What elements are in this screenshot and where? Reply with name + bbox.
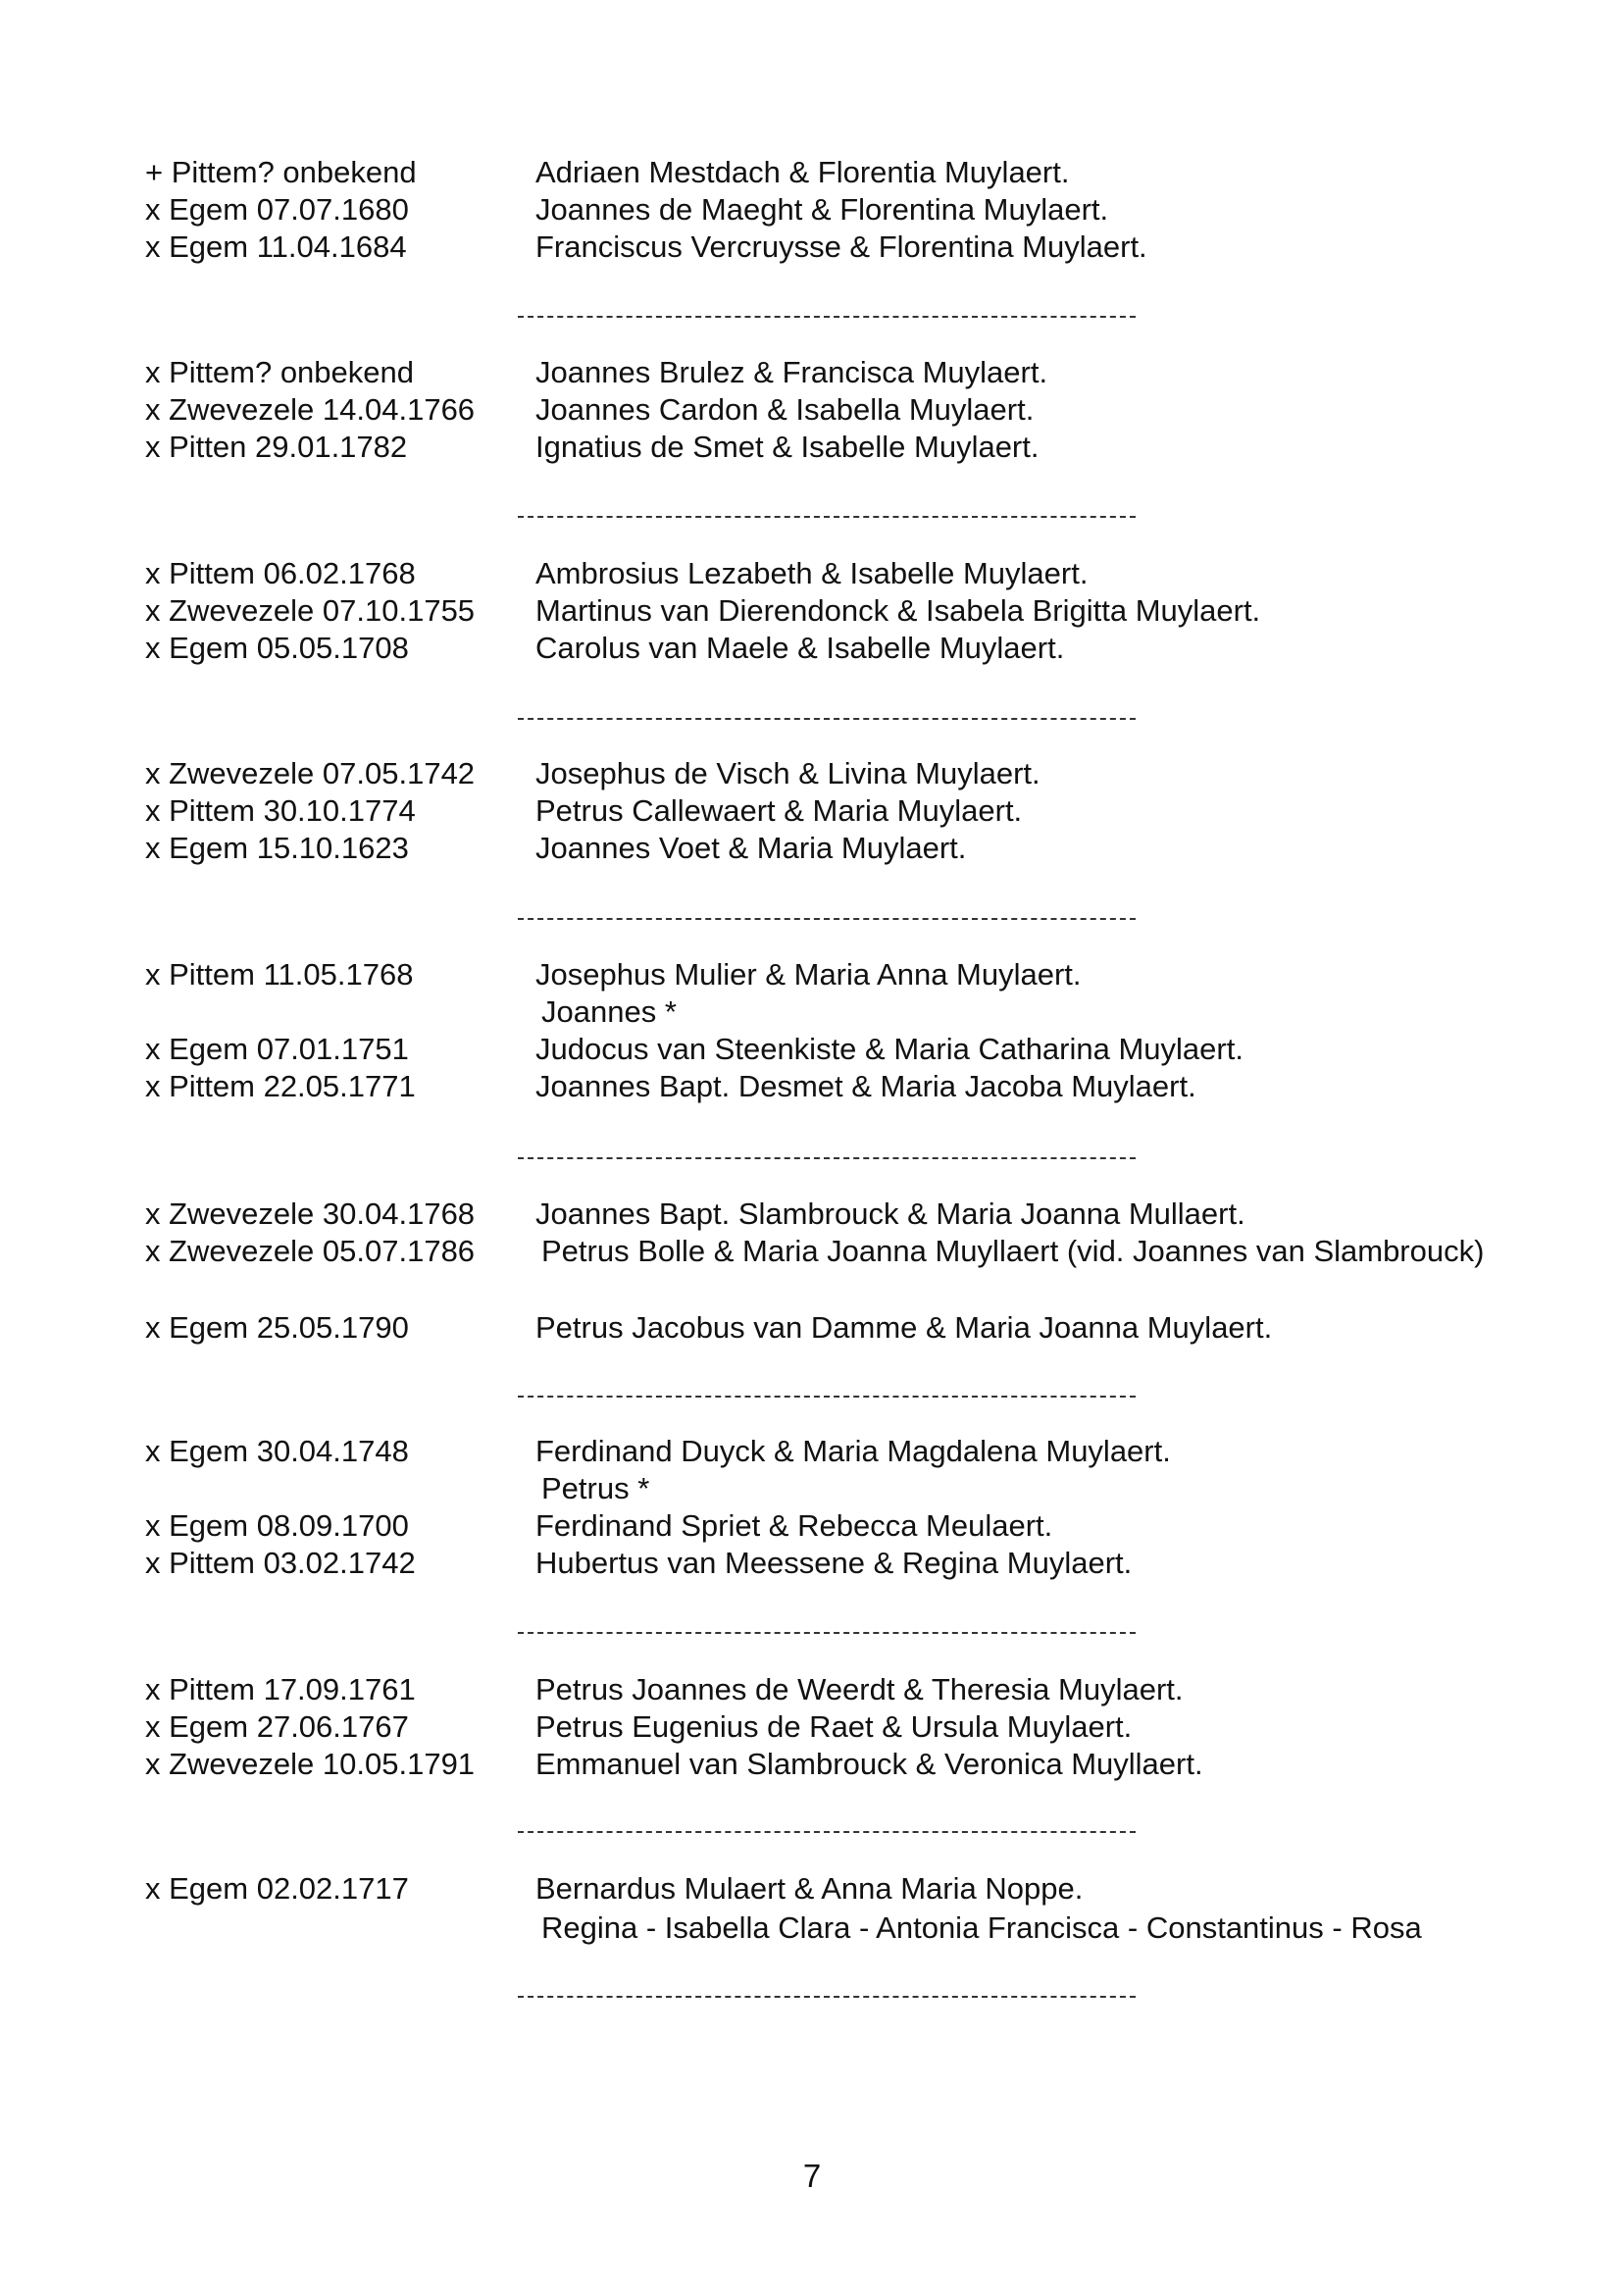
- page-number: 7: [802, 2158, 822, 2194]
- entry-names: Josephus de Visch & Livina Muylaert.: [535, 756, 1040, 790]
- child-name: Petrus *: [541, 1471, 650, 1505]
- entry-place-date: x Zwevezele 30.04.1768: [145, 1196, 476, 1231]
- entry-names: Petrus Eugenius de Raet & Ursula Muylaert.: [535, 1709, 1133, 1744]
- entry-place-date: x Pittem 06.02.1768: [145, 556, 416, 590]
- entry-names: Judocus van Steenkiste & Maria Catharina Muylaert.: [535, 1032, 1243, 1066]
- entry-place-date: x Egem 30.04.1748: [145, 1434, 409, 1468]
- entry-place-date: + Pittem? onbekend: [145, 155, 417, 189]
- separator-line: [518, 718, 1136, 720]
- entry-names: Bernardus Mulaert & Anna Maria Noppe.: [535, 1871, 1084, 1906]
- separator-line: [518, 316, 1136, 318]
- entry-place-date: x Egem 07.07.1680: [145, 192, 409, 227]
- entry-names: Martinus van Dierendonck & Isabela Brigitta Muylaert.: [535, 593, 1261, 628]
- entry-names: Adriaen Mestdach & Florentia Muylaert.: [535, 155, 1070, 189]
- entry-names: Petrus Jacobus van Damme & Maria Joanna Muylaert.: [535, 1310, 1273, 1345]
- entry-names: Joannes Bapt. Desmet & Maria Jacoba Muylaert.: [535, 1069, 1196, 1103]
- entry-place-date: x Egem 07.01.1751: [145, 1032, 409, 1066]
- entry-place-date: x Pitten 29.01.1782: [145, 430, 408, 464]
- entry-names: Ignatius de Smet & Isabelle Muylaert.: [535, 430, 1040, 464]
- entry-names: Petrus Callewaert & Maria Muylaert.: [535, 793, 1023, 828]
- entry-names: Petrus Bolle & Maria Joanna Muyllaert (vid. Joannes van Slambrouck): [541, 1234, 1485, 1268]
- entry-names: Joannes Voet & Maria Muylaert.: [535, 831, 967, 865]
- entry-place-date: x Egem 25.05.1790: [145, 1310, 409, 1345]
- entry-names: Ferdinand Duyck & Maria Magdalena Muylaert.: [535, 1434, 1171, 1468]
- separator-line: [518, 1831, 1136, 1833]
- entry-names: Joannes de Maeght & Florentina Muylaert.: [535, 192, 1109, 227]
- entry-place-date: x Egem 27.06.1767: [145, 1709, 409, 1744]
- entry-place-date: x Egem 15.10.1623: [145, 831, 409, 865]
- entry-place-date: x Egem 11.04.1684: [145, 229, 407, 264]
- entry-names: Joannes Cardon & Isabella Muylaert.: [535, 392, 1035, 427]
- entry-place-date: x Pittem? onbekend: [145, 355, 415, 389]
- entry-place-date: x Pittem 22.05.1771: [145, 1069, 416, 1103]
- separator-line: [518, 516, 1136, 518]
- separator-line: [518, 918, 1136, 920]
- entry-place-date: x Zwevezele 07.10.1755: [145, 593, 476, 628]
- entry-names: Emmanuel van Slambrouck & Veronica Muyllaert.: [535, 1747, 1203, 1781]
- entry-names: Ferdinand Spriet & Rebecca Meulaert.: [535, 1508, 1053, 1543]
- entry-place-date: x Pittem 11.05.1768: [145, 957, 414, 992]
- child-name: Joannes *: [541, 994, 677, 1029]
- entry-names: Ambrosius Lezabeth & Isabelle Muylaert.: [535, 556, 1089, 590]
- separator-line: [518, 1996, 1136, 1998]
- entry-names: Hubertus van Meessene & Regina Muylaert.: [535, 1546, 1133, 1580]
- entry-place-date: x Egem 02.02.1717: [145, 1871, 409, 1906]
- entry-place-date: x Zwevezele 05.07.1786: [145, 1234, 476, 1268]
- entry-place-date: x Zwevezele 14.04.1766: [145, 392, 476, 427]
- entry-place-date: x Pittem 17.09.1761: [145, 1672, 416, 1706]
- entry-names: Franciscus Vercruysse & Florentina Muylaert.: [535, 229, 1147, 264]
- entry-names: Josephus Mulier & Maria Anna Muylaert.: [535, 957, 1082, 992]
- separator-line: [518, 1157, 1136, 1159]
- entry-place-date: x Zwevezele 07.05.1742: [145, 756, 476, 790]
- separator-line: [518, 1632, 1136, 1634]
- entry-names: Joannes Brulez & Francisca Muylaert.: [535, 355, 1048, 389]
- entry-place-date: x Egem 05.05.1708: [145, 631, 409, 665]
- entry-place-date: x Egem 08.09.1700: [145, 1508, 409, 1543]
- entry-place-date: x Pittem 03.02.1742: [145, 1546, 416, 1580]
- children-names: Regina - Isabella Clara - Antonia Francisca - Constantinus - Rosa: [541, 1910, 1422, 1945]
- entry-place-date: x Pittem 30.10.1774: [145, 793, 416, 828]
- entry-names: Petrus Joannes de Weerdt & Theresia Muylaert.: [535, 1672, 1184, 1706]
- entry-names: Joannes Bapt. Slambrouck & Maria Joanna Mullaert.: [535, 1196, 1245, 1231]
- entry-place-date: x Zwevezele 10.05.1791: [145, 1747, 476, 1781]
- entry-names: Carolus van Maele & Isabelle Muylaert.: [535, 631, 1065, 665]
- separator-line: [518, 1396, 1136, 1398]
